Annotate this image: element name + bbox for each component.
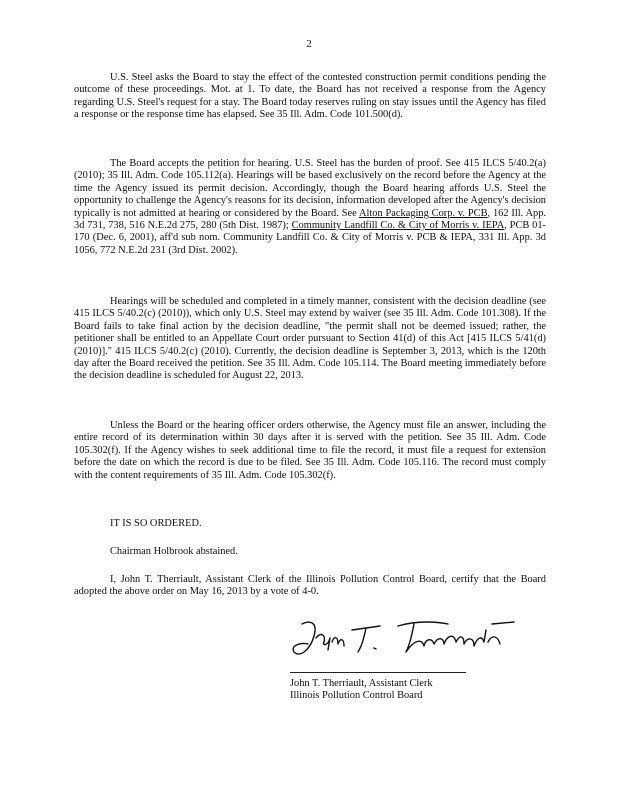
paragraph-answer-record — [74, 420, 546, 482]
paragraph-accepts-text-a: The Board accepts the petition for hearing. U.S. Steel has the burden of proof. See 415 ILCS 5/40.2(a) (2010); 35 Ill. Adm. Code 105.112(a). Hearings will be based exclusively on the record before the Agency at the time the Agency issued its permit decision. Accordingly, though the Board hearing affords U.S. Steel the opportunity to challenge the Agency's reasons for its decision, information developed after the Agency's decision typically is not admitted at hearing or considered by the Board. See — [74, 158, 546, 219]
signature-stroke-therriault — [398, 622, 514, 652]
case-citation-community-landfill: Community Landfill Co. & City of Morris v. IEPA — [291, 220, 505, 232]
paragraph-accepts-petition — [74, 158, 546, 257]
paragraph-answer-text: Unless the Board or the hearing officer orders otherwise, the Agency must file an answer, including the entire record of its determination within 30 days after it is served with the petition. See 35 Ill. Adm. Code 105.302(f). If the Agency wishes to seek additional time to file the record, it must file a request for extension before the date on which the record is due to be filed. See 35 Ill. Adm. Code 105.116. The record must comply with the content requirements of 35 Ill. Adm. Code 105.302(f). — [74, 420, 546, 481]
signature-stroke-j — [293, 622, 315, 654]
paragraph-accepts-text-c: , PCB 01-170 (Dec. 6, 2001), aff'd sub nom. Community Landfill Co. & City of Morris v. PCB & IEPA, 331 Ill. App. 3d 1056, 772 N.E.2d 231 (3rd Dist. 2002). — [74, 220, 546, 256]
signatory-name: John T. Therriault, Assistant Clerk — [290, 678, 433, 689]
paragraph-hearings-text: Hearings will be scheduled and completed in a timely manner, consistent with the decision deadline (see 415 ILCS 5/40.2(c) (2010)), which only U.S. Steel may extend by waiver (see 35 Ill. Adm. Code 101.308). If the Board fails to take final action by the decision deadline, "the permit shall not be deemed issued; rather, the petitioner shall be entitled to an Appellate Court order pursuant to Section 41(d) of this Act [415 ILCS 5/41(d) (2010)]." 415 ILCS 5/40.2(c) (2010). Currently, the decision deadline is September 3, 2013, which is the 120th day after the Board received the petition. See 35 Ill. Adm. Code 105.114. The Board meeting immediately before the decision deadline is scheduled for August 22, 2013. — [74, 296, 546, 382]
clerk-certification — [74, 574, 546, 599]
paragraph-stay-request — [74, 72, 546, 122]
paragraph-stay-request-text: U.S. Steel asks the Board to stay the effect of the contested construction permit conditions pending the outcome of these proceedings. Mot. at 1. To date, the Board has not received a response from the Agency regarding U.S. Steel's request for a stay. The Board today reserves ruling on stay issues until the Agency has filed a response or the response time has elapsed. See 35 Ill. Adm. Code 101.500(d). — [74, 72, 546, 121]
so-ordered: IT IS SO ORDERED. — [110, 518, 202, 529]
signatory-organization: Illinois Pollution Control Board — [290, 690, 423, 701]
handwritten-signature — [288, 612, 528, 668]
signature-stroke-ohn — [316, 635, 344, 650]
page-number: 2 — [306, 38, 312, 50]
paragraph-accepts-text-b: , 162 Ill. App. 3d 731, 738, 516 N.E.2d 275, 280 (5th Dist. 1987); — [74, 207, 547, 232]
abstention-note: Chairman Holbrook abstained. — [110, 546, 238, 557]
signature-stroke-t — [352, 626, 380, 652]
signature-stroke-dot — [374, 648, 376, 649]
paragraph-hearings — [74, 296, 546, 383]
signature-line — [290, 672, 466, 673]
clerk-certification-text: I, John T. Therriault, Assistant Clerk of the Illinois Pollution Control Board, certify that the Board adopted the above order on May 16, 2013 by a vote of 4-0. — [74, 574, 546, 598]
case-citation-alton: Alton Packaging Corp. v. PCB — [359, 207, 488, 219]
